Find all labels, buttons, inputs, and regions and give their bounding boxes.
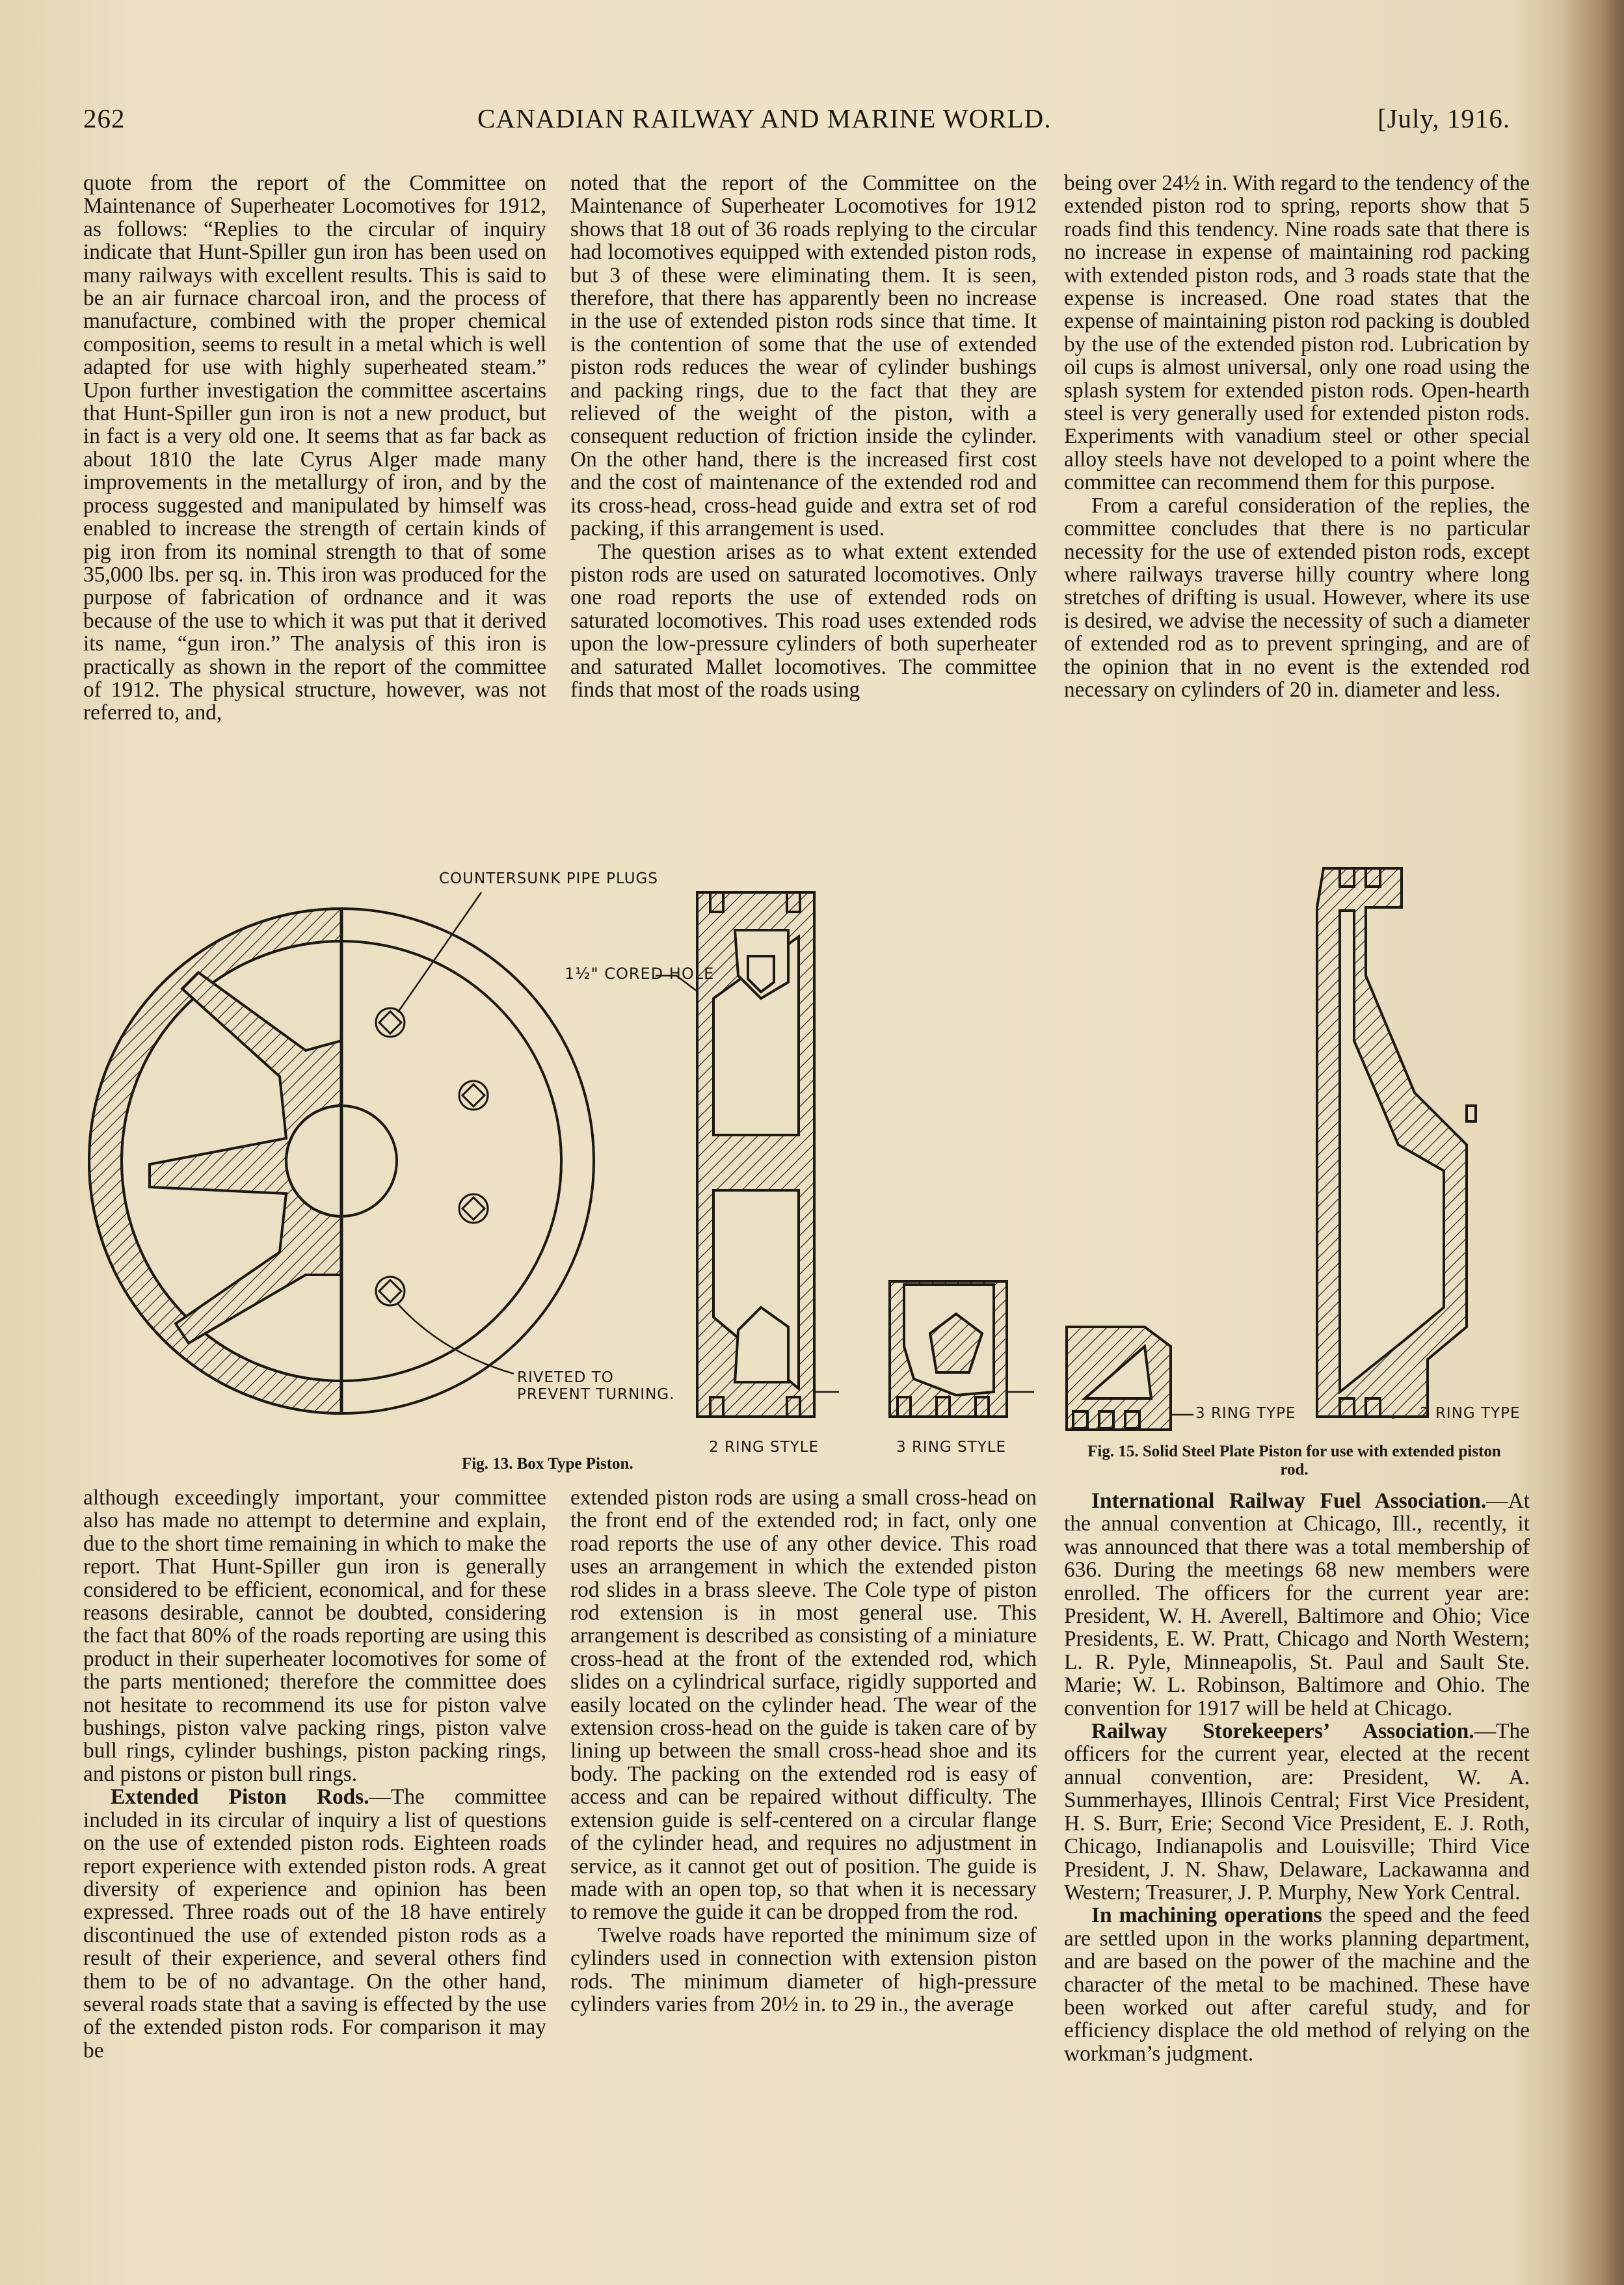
paragraph-storekeepers: Railway Storekeepers’ Association.—The officers for the current year, elected at the recent annual convention, are: President, W. A. Summerhayes, Illinois Central; First Vice President, H. S. Burr, Erie; Second Vice President, E. J. Roth, Chicago, Indianapolis and Louisville; Third Vice President, J. N. Shaw, Delaware, Lackawanna and Western; Treasurer, J. P. Murphy, New York Central. [1064,1719,1530,1904]
paragraph: Twelve roads have reported the minimum size of cylinders used in connection with extension piston rods. The minimum diameter of high-pressure cylinders varies from 20½ in. to 29 in., the average [570,1923,1037,2016]
label-2-ring-type: 2 RING TYPE [1420,1405,1521,1422]
article-column-2-bottom [570,1486,1037,2016]
page-number: 262 [83,103,126,133]
paragraph-machining: In machining operations the speed and the feed are settled upon in the works planning department, and are based on the power of the machine and the character of the metal to be machined. These have been worked out after careful study, and for efficiency displace the old method of relying on the workman’s judgment. [1064,1903,1530,2066]
subhead: International Railway Fuel Association. [1091,1489,1487,1513]
label-riveted: RIVETED TO PREVENT TURNING. [517,1369,675,1403]
label-cored-hole: 1½" CORED HOLE [565,965,715,983]
subhead: Railway Storekeepers’ Association. [1091,1719,1474,1744]
two-ring-type-section [1317,868,1476,1417]
paragraph: being over 24½ in. With regard to the tendency of the extended piston rod to spring, reports show that 5 roads find this tendency. Nine roads sate that there is no increase in expense of maintaining rod packing with extended piston rods, and 3 roads state that the expense is increased. One road states that the expense of maintaining piston rod packing is doubled by the use of the extended piston rod. Lubrication by oil cups is almost universal, only one road using the splash system for extended piston rods. Open-hearth steel is very generally used for extended piston rods. Experiments with vanadium steel or other special alloy steels have not developed to a point where the committee can recommend them for this purpose. [1064,171,1530,495]
two-ring-style-section [697,892,839,1417]
article-column-1-bottom [83,1486,546,2062]
label-countersunk-plugs: COUNTERSUNK PIPE PLUGS [439,870,658,887]
pipe-plug-icons [376,1008,488,1305]
fig15-caption: Fig. 15. Solid Steel Plate Piston for use with extended piston rod. [1087,1443,1501,1478]
label-3-ring-type: 3 RING TYPE [1195,1405,1296,1422]
paragraph: although exceedingly important, your committee also has made no attempt to determine and explain, due to the short time remaining in which to make the report. That Hunt-Spiller gun iron is generally considered to be efficient, economical, and for these reasons desirable, cannot be doubted, considering the fact that 80% of the roads reporting are using this product in their superheater locomotives for some of the parts mentioned; therefore the committee does not hesitate to recommend its use for piston valve bushings, piston valve packing rings, piston valve bull rings, cylinder bushings, piston packing rings, and pistons or piston bull rings. [83,1486,546,1786]
three-ring-type-section [1067,1327,1171,1430]
issue-date: [July, 1916. [1378,103,1511,133]
paragraph-extended-piston-rods: Extended Piston Rods.—The committee included in its circular of inquiry a list of questions on the use of extended piston rods. Eighteen roads report experience with extended piston rods. A great diversity of experience and opinion has been expressed. Three roads out of the 18 have entirely discontinued the use of extended piston rods as a result of their experience, and several others find them to be of no advantage. On the other hand, several roads state that a saving is effected by the use of the extended piston rods. For comparison it may be [83,1785,546,2063]
paragraph: noted that the report of the Committee on the Maintenance of Superheater Locomotives for 1912 shows that 18 out of 36 roads replying to the circular had locomotives equipped with extended piston rods, but 3 of these were eliminating them. It is seen, therefore, that there has apparently been no increase in the use of extended piston rods since that time. It is the contention of some that the use of extended piston rods reduces the wear of cylinder bushings and packing rings, due to the fact that they are relieved of the weight of the piston, with a consequent reduction of friction inside the cylinder. On the other hand, there is the increased first cost and the cost of maintenance of the extended rod and its cross-head, cross-head guide and extra set of rod packing, if this arrangement is used. [570,171,1037,541]
paragraph: The question arises as to what extent extended piston rods are used on saturated locomotives. Only one road reports the use of extended rods on saturated locomotives. This road uses extended rods upon the low-pressure cylinders of both superheater and saturated Mallet locomotives. The committee finds that most of the roads using [570,539,1037,702]
paragraph-fuel-association: International Railway Fuel Association.—At the annual convention at Chicago, Ill., recently, it was announced that there was a total membership of 636. During the meetings 68 new members were enrolled. The officers for the current year are: President, W. H. Averell, Baltimore and Ohio; Vice Presidents, E. W. Pratt, Chicago and North Western; L. R. Pyle, Minneapolis, St. Paul and Sault Ste. Marie; W. L. Robinson, Baltimore and Ohio. The convention for 1917 will be held at Chicago. [1064,1489,1530,1720]
article-column-3-bottom [1064,1490,1530,2065]
paragraph: extended piston rods are using a small cross-head on the front end of the extended rod; in fact, only one road reports the use of any other device. This road uses an arrangement in which the extended piston rod slides in a brass sleeve. The Cole type of piston rod extension is in most general use. This arrangement is described as consisting of a miniature cross-head at the front of the extended rod, which slides on a cylindrical surface, rigidly supported and easily located on the cylinder head. The wear of the extension cross-head on the guide is taken care of by lining up between the small cross-head shoe and its body. The packing on the extended rod is easy of access and can be repaired without difficulty. The extension guide is self-centered on a circular flange of the cylinder head, and requires no adjustment in service, as it cannot get out of position. The guide is made with an open top, so that when it is necessary to remove the guide it can be dropped from the rod. [570,1486,1037,1925]
label-2-ring-style: 2 RING STYLE [709,1439,819,1456]
fig13-caption: Fig. 13. Box Type Piston. [462,1455,633,1473]
paragraph: From a careful consideration of the replies, the committee concludes that there is no particular necessity for the use of extended piston rods, except where railways traverse hilly country where long stretches of drifting is usual. However, where its use is desired, we advise the necessity of such a diameter of extended rod as to prevent springing, and are of the opinion that in no event is the extended rod necessary on cylinders of 20 in. diameter and less. [1064,493,1530,702]
three-ring-style-section [890,1281,1034,1417]
subhead: Extended Piston Rods. [111,1785,369,1810]
subhead: In machining operations [1091,1903,1322,1928]
piston-front-view [89,909,594,1413]
journal-title: CANADIAN RAILWAY AND MARINE WORLD. [477,103,1052,133]
label-3-ring-style: 3 RING STYLE [896,1439,1007,1456]
paragraph: quote from the report of the Committee on Maintenance of Superheater Locomotives for 1912, as follows: “Replies to the circular of inquiry indicate that Hunt-Spiller gun iron has been used on many railways with excellent results. This is said to be an air furnace charcoal iron, and the process of manufacture, combined with the proper chemical composition, seems to result in a metal which is well adapted for use with highly superheated steam.” Upon further investigation the committee ascertains that Hunt-Spiller gun iron is not a new product, but in fact is a very old one. It seems that as far back as about 1810 the late Cyrus Alger made many improvements in the metallurgy of iron, and by the process suggested and manipulated by himself was enabled to increase the strength of certain kinds of pig iron from its nominal strength to that of some 35,000 lbs. per sq. in. This iron was produced for the purpose of fabrication of ordnance and it was because of the use to which it was put that it derived its name, “gun iron.” The analysis of this iron is practically as shown in the report of the committee of 1912. The physical structure, however, was not referred to, and, [83,171,546,725]
